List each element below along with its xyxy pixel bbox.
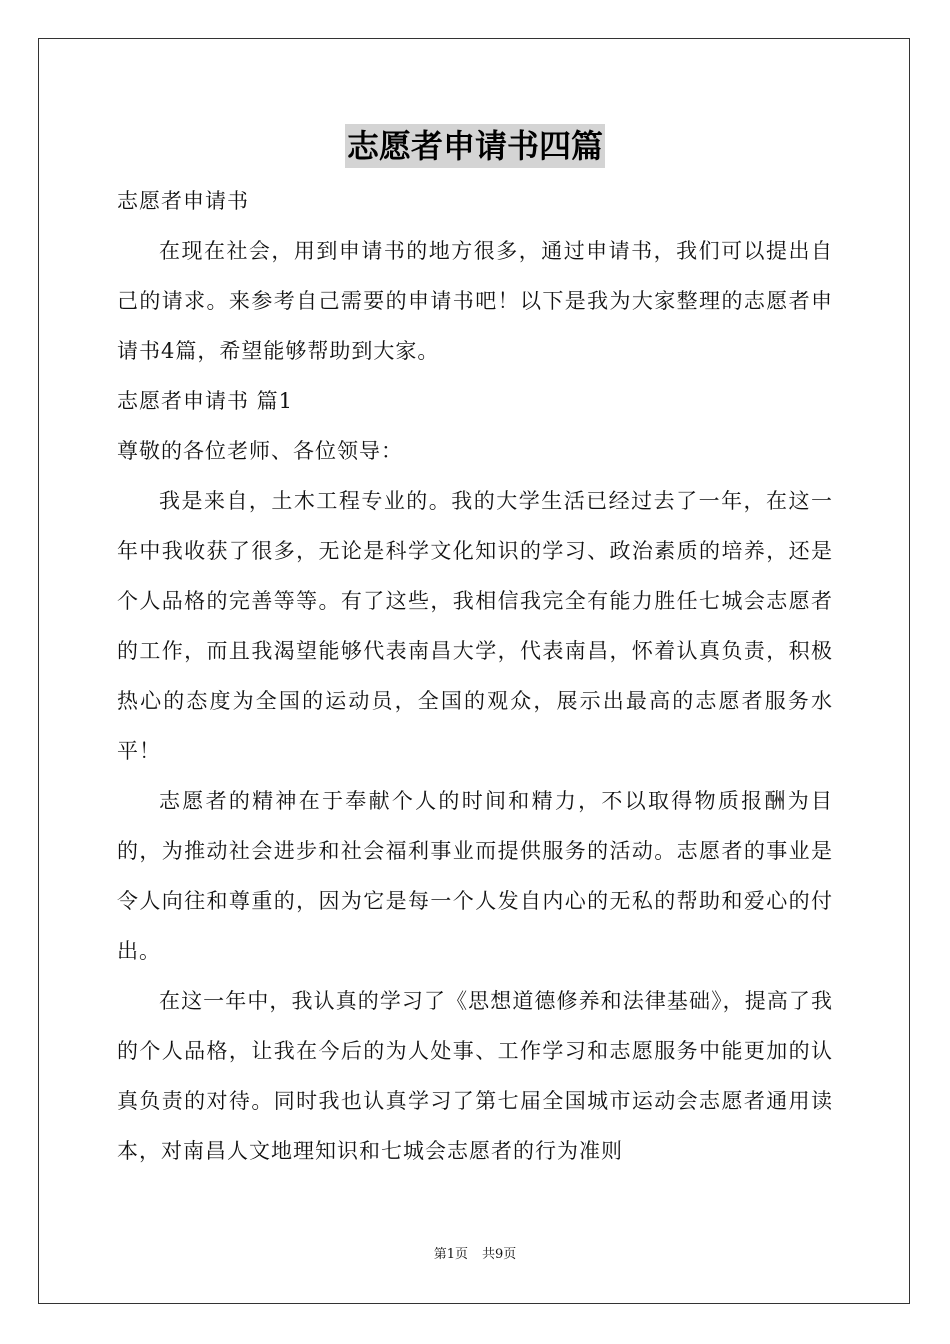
- page-footer: [0, 1245, 950, 1265]
- paragraph: 志愿者申请书 篇1: [117, 389, 294, 413]
- document-title: 志愿者申请书四篇: [345, 124, 605, 168]
- paragraph: 在现在社会，用到申请书的地方很多，通过申请书，我们可以提出自己的请求。来参考自己需要的申请书吧！以下是我为大家整理的志愿者申请书4篇，希望能够帮助到大家。: [117, 239, 833, 363]
- page-total: 共9页: [482, 1247, 517, 1262]
- paragraph: 尊敬的各位老师、各位领导：: [117, 439, 403, 463]
- paragraph: 志愿者申请书: [117, 189, 249, 213]
- page-number: 第1页: [433, 1247, 468, 1262]
- paragraph: 志愿者的精神在于奉献个人的时间和精力，不以取得物质报酬为目的，为推动社会进步和社会福利事业而提供服务的活动。志愿者的事业是令人向往和尊重的，因为它是每一个人发自内心的无私的帮助和爱心的付出。: [117, 789, 833, 963]
- title-area: [0, 124, 950, 168]
- paragraph: 我是来自，土木工程专业的。我的大学生活已经过去了一年，在这一年中我收获了很多，无论是科学文化知识的学习、政治素质的培养，还是个人品格的完善等等。有了这些，我相信我完全有能力胜任七城会志愿者的工作，而且我渴望能够代表南昌大学，代表南昌，怀着认真负责，积极热心的态度为全国的运动员，全国的观众，展示出最高的志愿者服务水平！: [117, 489, 833, 763]
- paragraph: 在这一年中，我认真的学习了《思想道德修养和法律基础》，提高了我的个人品格，让我在今后的为人处事、工作学习和志愿服务中能更加的认真负责的对待。同时我也认真学习了第七届全国城市运动会志愿者通用读本，对南昌人文地理知识和七城会志愿者的行为准则: [117, 989, 833, 1163]
- document-body: [117, 176, 833, 1176]
